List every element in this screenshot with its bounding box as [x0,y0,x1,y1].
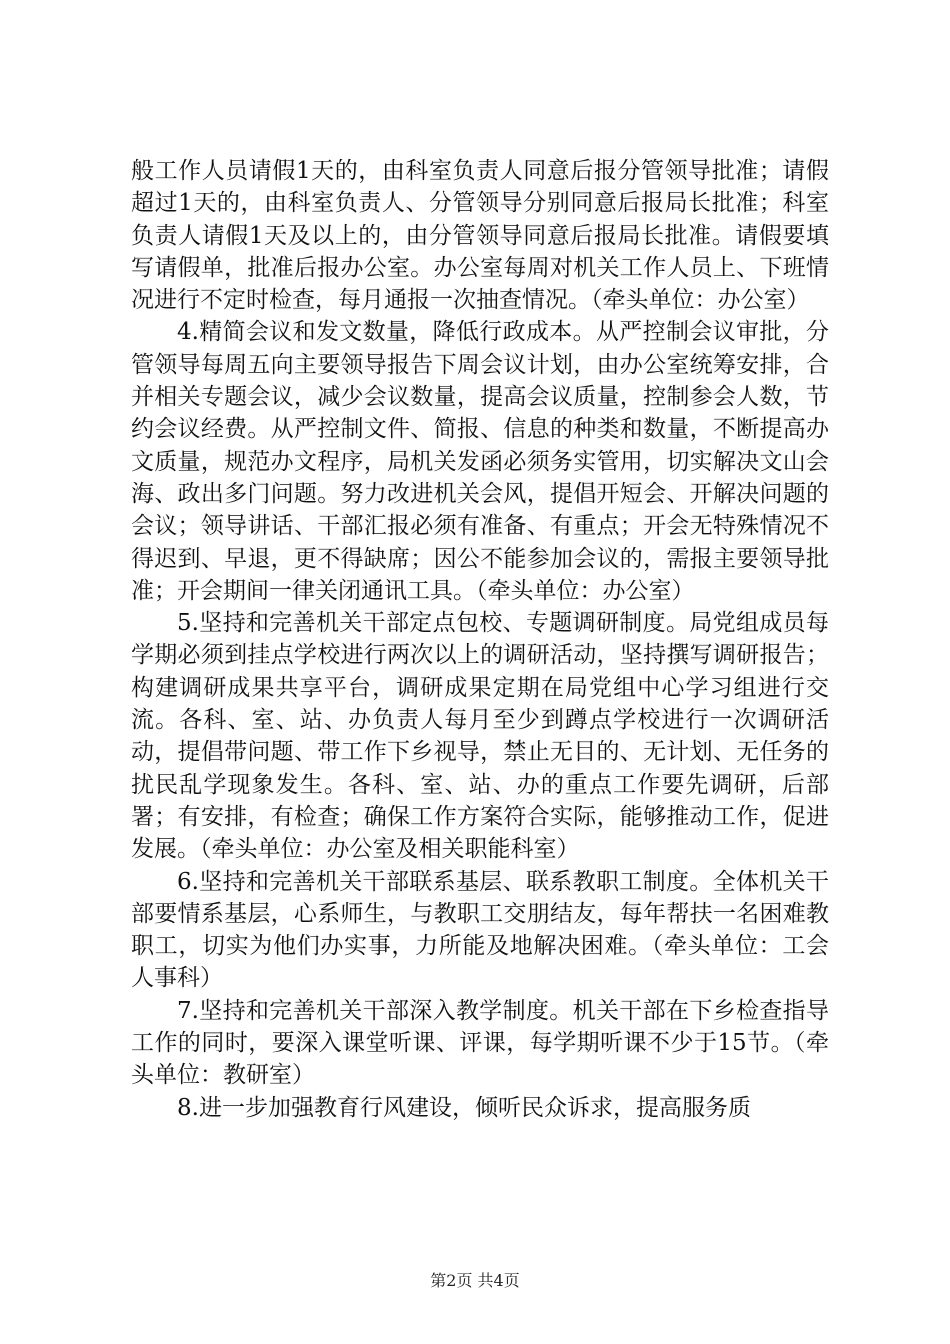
page-number: 第2页 共4页 [430,1271,520,1290]
paragraph-item-4: 4.精简会议和发文数量，降低行政成本。从严控制会议审批，分管领导每周五向主要领导报告下周会议计划，由办公室统筹安排，合并相关专题会议，减少会议数量，提高会议质量，控制参会人数，节约会议经费。从严控制文件、简报、信息的种类和数量，不断提高办文质量，规范办文程序，局机关发函必须务实管用，切实解决文山会海、政出多门问题。努力改进机关会风，提倡开短会、开解决问题的会议；领导讲话、干部汇报必须有准备、有重点；开会无特殊情况不得迟到、早退，更不得缺席；因公不能参加会议的，需报主要领导批准；开会期间一律关闭通讯工具。（牵头单位：办公室） [131,319,829,604]
paragraph-item-5: 5.坚持和完善机关干部定点包校、专题调研制度。局党组成员每学期必须到挂点学校进行两次以上的调研活动，坚持撰写调研报告；构建调研成果共享平台，调研成果定期在局党组中心学习组进行交流。各科、室、站、办负责人每月至少到蹲点学校进行一次调研活动，提倡带问题、带工作下乡视导，禁止无目的、无计划、无任务的扰民乱学现象发生。各科、室、站、办的重点工作要先调研，后部署；有安排，有检查；确保工作方案符合实际，能够推动工作，促进发展。（牵头单位：办公室及相关职能科室） [131,610,829,863]
paragraph-item-6: 6.坚持和完善机关干部联系基层、联系教职工制度。全体机关干部要情系基层，心系师生，与教职工交朋结友，每年帮扶一名困难教职工，切实为他们办实事，力所能及地解决困难。（牵头单位：工会人事科） [131,868,829,992]
paragraph-item-8: 8.进一步加强教育行风建设，倾听民众诉求，提高服务质 [177,1094,751,1121]
document-body [131,155,829,1124]
paragraph-item-7: 7.坚持和完善机关干部深入教学制度。机关干部在下乡检查指导工作的同时，要深入课堂听课、评课，每学期听课不少于15节。（牵头单位：教研室） [131,997,829,1089]
paragraph-continuation: 般工作人员请假1天的，由科室负责人同意后报分管领导批准；请假超过1天的，由科室负责人、分管领导分别同意后报局长批准；科室负责人请假1天及以上的，由分管领导同意后报局长批准。请假要填写请假单，批准后报办公室。办公室每周对机关工作人员上、下班情况进行不定时检查，每月通报一次抽查情况。（牵头单位：办公室） [131,158,829,314]
page-footer [0,1270,950,1292]
